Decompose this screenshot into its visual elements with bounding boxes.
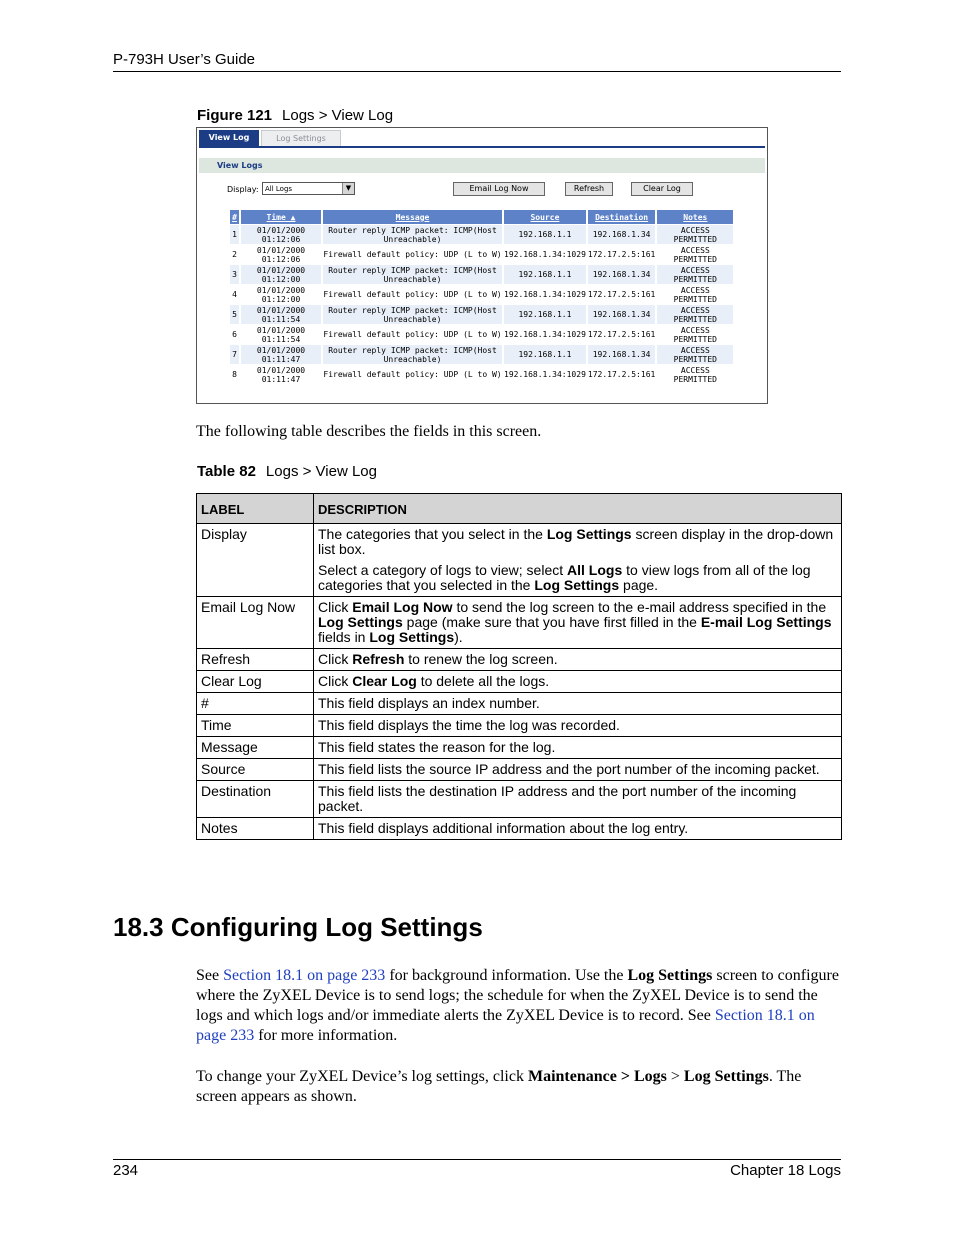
section-heading: 18.3 Configuring Log Settings	[113, 912, 483, 942]
log-row	[230, 305, 733, 324]
section-link[interactable]: Section 18.1 on page 233	[196, 1007, 815, 1044]
log-destination: 172.17.2.5:161	[588, 325, 655, 344]
log-message: Firewall default policy: UDP (L to W)	[323, 365, 502, 384]
display-select[interactable]	[262, 182, 355, 195]
table-row	[197, 671, 842, 693]
log-message: Router reply ICMP packet: ICMP(Host Unreachable)	[323, 305, 502, 324]
footer-chapter: Chapter 18 Logs	[730, 1162, 841, 1179]
log-message: Firewall default policy: UDP (L to W)	[323, 325, 502, 344]
col-message[interactable]: Message	[323, 210, 502, 224]
header-rule	[113, 71, 841, 72]
section-link[interactable]: Section 18.1 on page 233	[223, 967, 386, 984]
email-log-now-button[interactable]: Email Log Now	[453, 182, 545, 196]
view-log-screenshot	[196, 127, 768, 404]
log-destination: 192.168.1.34	[588, 345, 655, 364]
log-destination: 172.17.2.5:161	[588, 285, 655, 304]
row-label: Refresh	[197, 649, 314, 671]
log-row	[230, 285, 733, 304]
row-label: Destination	[197, 781, 314, 818]
footer-page-number: 234	[113, 1162, 139, 1179]
row-label: Message	[197, 737, 314, 759]
log-destination: 192.168.1.34	[588, 225, 655, 244]
log-destination: 192.168.1.34	[588, 305, 655, 324]
row-description: This field displays the time the log was recorded.	[314, 715, 842, 737]
col-notes[interactable]: Notes	[657, 210, 733, 224]
log-message: Router reply ICMP packet: ICMP(Host Unreachable)	[323, 345, 502, 364]
log-message: Firewall default policy: UDP (L to W)	[323, 285, 502, 304]
log-message: Firewall default policy: UDP (L to W)	[323, 245, 502, 264]
table-title: Logs > View Log	[265, 463, 377, 480]
log-time: 01/01/2000 01:12:06	[241, 245, 321, 264]
log-row	[230, 245, 733, 264]
col-destination[interactable]: Destination	[588, 210, 655, 224]
log-time: 01/01/2000 01:12:00	[241, 285, 321, 304]
log-index: 6	[230, 325, 239, 344]
figure-caption	[197, 107, 393, 124]
row-description: This field lists the destination IP address and the port number of the incoming packet.	[314, 781, 842, 818]
description-table	[196, 493, 842, 840]
log-time: 01/01/2000 01:12:06	[241, 225, 321, 244]
log-message: Router reply ICMP packet: ICMP(Host Unreachable)	[323, 225, 502, 244]
table-row	[197, 693, 842, 715]
row-label: Notes	[197, 818, 314, 840]
log-source: 192.168.1.34:1029	[504, 365, 586, 384]
table-row	[197, 597, 842, 649]
log-source: 192.168.1.1	[504, 265, 586, 284]
log-time: 01/01/2000 01:11:47	[241, 345, 321, 364]
log-notes: ACCESS PERMITTED	[657, 245, 733, 264]
chevron-down-icon[interactable]: ▼	[342, 183, 354, 194]
section-bar	[199, 158, 765, 173]
tab-underline	[199, 146, 765, 148]
row-label: Clear Log	[197, 671, 314, 693]
row-description: This field displays additional information about the log entry.	[314, 818, 842, 840]
row-label: #	[197, 693, 314, 715]
row-label: Email Log Now	[197, 597, 314, 649]
paragraph-1: See Section 18.1 on page 233 for background information. Use the Log Settings screen to configure where the ZyXEL Device is to send logs; the schedule for when the ZyXEL Device is to send the logs and which logs and/or immediate alerts the ZyXEL Device is to record. See Section 18.1 on page 233 for more information.	[196, 967, 839, 1044]
log-destination: 172.17.2.5:161	[588, 245, 655, 264]
log-row	[230, 325, 733, 344]
log-time: 01/01/2000 01:11:47	[241, 365, 321, 384]
log-notes: ACCESS PERMITTED	[657, 325, 733, 344]
table-row	[197, 524, 842, 597]
log-notes: ACCESS PERMITTED	[657, 265, 733, 284]
row-description: Click Clear Log to delete all the logs.	[314, 671, 842, 693]
log-index: 5	[230, 305, 239, 324]
row-description: This field lists the source IP address and the port number of the incoming packet.	[314, 759, 842, 781]
log-index: 2	[230, 245, 239, 264]
col-time[interactable]: Time ▲	[241, 210, 321, 224]
log-source: 192.168.1.1	[504, 345, 586, 364]
row-label: Display	[197, 524, 314, 597]
intro-text: The following table describes the fields in this screen.	[196, 423, 542, 440]
log-row	[230, 225, 733, 244]
header-label: LABEL	[197, 494, 314, 524]
log-source: 192.168.1.34:1029	[504, 245, 586, 264]
figure-number: Figure 121	[197, 107, 273, 124]
tab-view-log[interactable]: View Log	[199, 130, 259, 146]
table-caption	[197, 463, 377, 480]
header-description: DESCRIPTION	[314, 494, 842, 524]
log-index: 1	[230, 225, 239, 244]
log-notes: ACCESS PERMITTED	[657, 285, 733, 304]
log-notes: ACCESS PERMITTED	[657, 345, 733, 364]
section-title: View Logs	[217, 161, 263, 170]
figure-title: Logs > View Log	[282, 107, 394, 124]
log-source: 192.168.1.34:1029	[504, 285, 586, 304]
row-description: Click Refresh to renew the log screen.	[314, 649, 842, 671]
log-row	[230, 345, 733, 364]
log-source: 192.168.1.1	[504, 225, 586, 244]
row-description: This field displays an index number.	[314, 693, 842, 715]
log-source: 192.168.1.34:1029	[504, 325, 586, 344]
table-row	[197, 781, 842, 818]
log-index: 8	[230, 365, 239, 384]
log-row	[230, 365, 733, 384]
log-index: 3	[230, 265, 239, 284]
table-row	[197, 759, 842, 781]
footer-rule	[113, 1159, 841, 1160]
log-message: Router reply ICMP packet: ICMP(Host Unreachable)	[323, 265, 502, 284]
display-label: Display:	[227, 185, 259, 194]
log-destination: 172.17.2.5:161	[588, 365, 655, 384]
refresh-button[interactable]: Refresh	[565, 182, 613, 196]
log-source: 192.168.1.1	[504, 305, 586, 324]
table-row	[197, 715, 842, 737]
clear-log-button[interactable]: Clear Log	[631, 182, 693, 196]
row-description: This field states the reason for the log.	[314, 737, 842, 759]
log-time: 01/01/2000 01:11:54	[241, 305, 321, 324]
table-number: Table 82	[197, 463, 256, 480]
col-index[interactable]: #	[230, 210, 239, 224]
header-title: P-793H User’s Guide	[113, 51, 256, 68]
row-description: Click Email Log Now to send the log screen to the e-mail address specified in the Log Settings page (make sure that you have first filled in the E-mail Log Settings fields in Log Settings).	[314, 597, 842, 649]
log-notes: ACCESS PERMITTED	[657, 305, 733, 324]
log-destination: 192.168.1.34	[588, 265, 655, 284]
row-description: The categories that you select in the Log Settings screen display in the drop-down list box. Select a category of logs to view; select All Logs to view logs from all of the log categories that you selected in the Log Settings page.	[314, 524, 842, 597]
row-label: Source	[197, 759, 314, 781]
log-time: 01/01/2000 01:11:54	[241, 325, 321, 344]
table-row	[197, 818, 842, 840]
table-row	[197, 737, 842, 759]
log-index: 4	[230, 285, 239, 304]
display-value: All Logs	[265, 185, 293, 193]
log-time: 01/01/2000 01:12:00	[241, 265, 321, 284]
log-row	[230, 265, 733, 284]
col-source[interactable]: Source	[504, 210, 586, 224]
log-notes: ACCESS PERMITTED	[657, 365, 733, 384]
log-table	[228, 209, 735, 385]
tab-log-settings[interactable]: Log Settings	[261, 130, 341, 148]
log-index: 7	[230, 345, 239, 364]
row-label: Time	[197, 715, 314, 737]
log-notes: ACCESS PERMITTED	[657, 225, 733, 244]
paragraph-2: To change your ZyXEL Device’s log settings, click Maintenance > Logs > Log Settings. The screen appears as shown.	[196, 1068, 802, 1105]
table-row	[197, 649, 842, 671]
